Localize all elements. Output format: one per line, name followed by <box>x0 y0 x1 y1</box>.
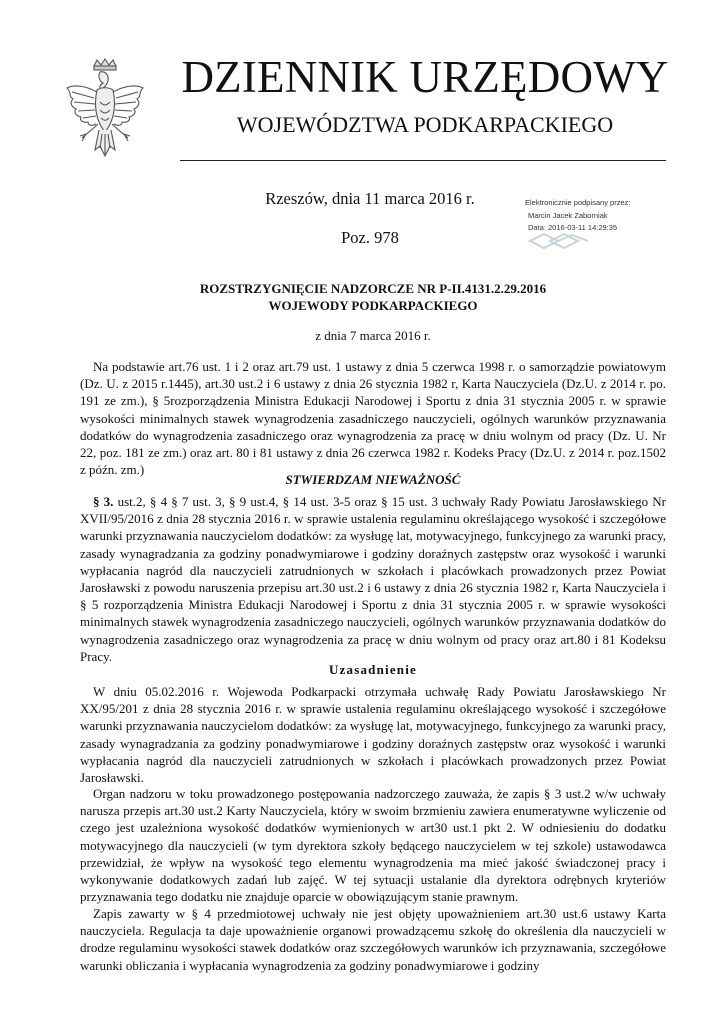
signature-signer: Marcin Jacek Zaborniak <box>528 210 608 220</box>
decision-section-number: § 3. <box>93 494 114 509</box>
document-date: z dnia 7 marca 2016 r. <box>315 328 431 343</box>
position-number: Poz. 978 <box>341 228 399 247</box>
signature-watermark-icon <box>528 232 590 250</box>
signature-label: Elektronicznie podpisany przez: <box>525 198 631 207</box>
signature-date: Data: 2016-03-11 14:29:35 <box>528 223 618 232</box>
legal-basis-text: Na podstawie art.76 ust. 1 i 2 oraz art.79 ust. 1 ustawy z dnia 5 czerwca 1998 r. o samorządzie powiatowym (Dz. U. z 2015 r.1445), art.30 ust.2 i 6 ustawy z dnia 26 stycznia 1982 r, Karta Nauczyciela (Dz.U. z 2014 r. po. 191 ze zm.), § 5rozporządzenia Ministra Edukacji Narodowej i Sportu z dnia 31 stycznia 2005 r. w sprawie wysokości minimalnych stawek wynagrodzenia zasadniczego nauczycieli, ogólnych warunków przyznawania dodatków do wynagrodzenia zasadniczego oraz wynagrodzenia za pracę w dniu wolnym od pracy (Dz. U. Nr 22, poz. 181 ze zm.) oraz art. 80 i 81 ustawy z dnia 26 czerwca 1982 r. Kodeks Pracy (Dz.U. z 2014 r. poz.1502 z późn. zm.) <box>80 359 666 478</box>
decision-paragraph <box>80 493 666 665</box>
gazette-subtitle: WOJEWÓDZTWA PODKARPACKIEGO <box>236 112 614 137</box>
justification-paragraph-3 <box>80 905 666 974</box>
document-heading <box>80 280 666 314</box>
justification-paragraph-2 <box>80 785 666 905</box>
paragraph-1-text: W dniu 05.02.2016 r. Wojewoda Podkarpacki otrzymała uchwałę Rady Powiatu Jarosławskiego Nr XX/95/201 z dnia 28 stycznia 2016 r. w sprawie ustalenia regulaminu określającego wysokość i szczegółowe warunki przyznawania nauczycielom dodatków: za wysługę lat, motywacyjnego, funkcyjnego za warunki pracy, zasady wynagradzania za godziny ponadwymiarowe i godziny doraźnych zastępstw oraz wysokość i warunki wypłacania nagród dla nauczycieli zatrudnionych w szkołach i placówkach prowadzonych przez Powiat Jarosławski. <box>80 684 666 786</box>
decision-text: ust.2, § 4 § 7 ust. 3, § 9 ust.4, § 14 ust. 3-5 oraz § 15 ust. 3 uchwały Rady Powiatu Jarosławskiego Nr XVII/95/2016 z dnia 28 stycznia 2016 r. w sprawie ustalenia regulaminu określającego wysokość i szczegółowe warunki przyznawania nauczycielom dodatków: za wysługę lat, motywacyjnego, funkcyjnego za warunki pracy, zasady wynagradzania za godziny ponadwymiarowe i godziny doraźnych zastępstw oraz wysokość i warunki wypłacania nagród dla nauczycieli zatrudnionych w szkołach i placówkach prowadzonych przez Powiat Jarosławski z powodu naruszenia przepisu art.30 ust.2 i 6 ustawy z dnia 26 stycznia 1982 r, Karta Nauczyciela i § 5 rozporządzenia Ministra Edukacji Narodowej i Sportu z dnia 31 stycznia 2005 r. w sprawie wysokości minimalnych stawek wynagrodzenia zasadniczego nauczycieli, ogólnych warunków przyznawania dodatków do wynagrodzenia zasadniczego oraz wynagrodzenia za pracę w dniu wolnym od pracy oraz art.80 i 81 Kodeksu Pracy. <box>80 494 667 664</box>
paragraph-3-text: Zapis zawarty w § 4 przedmiotowej uchwały nie jest objęty upoważnieniem art.30 ust.6 ustawy Karta nauczyciela. Regulacja ta daje upoważnienie organowi prowadzącemu szkołę do określenia dla nauczycieli w drodze regulaminu wysokości stawek dodatków oraz szczegółowych warunków ich przyznawania, szczegółowe warunki obliczania i wypłacania wynagrodzenia za godziny ponadwymiarowe i godziny <box>80 906 666 973</box>
gazette-title: DZIENNIK URZĘDOWY <box>181 52 669 102</box>
electronic-signature <box>525 197 631 235</box>
justification-heading: Uzasadnienie <box>328 662 418 677</box>
heading-line-2: WOJEWODY PODKARPACKIEGO <box>268 298 478 313</box>
polish-eagle-emblem-icon <box>64 58 146 170</box>
decision-text-block <box>80 493 666 665</box>
place-and-date: Rzeszów, dnia 11 marca 2016 r. <box>265 189 475 208</box>
justification-paragraph-1 <box>80 683 666 786</box>
heading-line-1: ROZSTRZYGNIĘCIE NADZORCZE NR P-II.4131.2.29.2016 <box>199 281 547 296</box>
decision-heading: STWIERDZAM NIEWAŻNOŚĆ <box>285 472 461 487</box>
header-divider <box>180 160 666 161</box>
paragraph-2-text: Organ nadzoru w toku prowadzonego postępowania nadzorczego zauważa, że zapis § 3 ust.2 w/w uchwały narusza przepis art.30 ust.2 Karty Nauczyciela, który w swoim brzmieniu zawiera enumeratywne wyliczenie od czego jest uzależniona wysokość dodatków wymienionych w art30 ust.1 pkt 2. W odniesieniu do dodatku motywacyjnego dla nauczycieli (w tym dyrektora szkoły będącego nauczycielem w tej szkole) ustawodawca przewidział, że wpływ na wysokość tego elementu wynagrodzenia ma mieć jakość świadczonej pracy i wykonywanie dodatkowych zadań lub zajęć. W tej sytuacji ustalanie dla dyrektora odrębnych kryteriów przyznawania tego dodatku nie znajduje oparcie w obowiązującym stanie prawnym. <box>80 786 666 905</box>
legal-basis-paragraph <box>80 358 666 478</box>
